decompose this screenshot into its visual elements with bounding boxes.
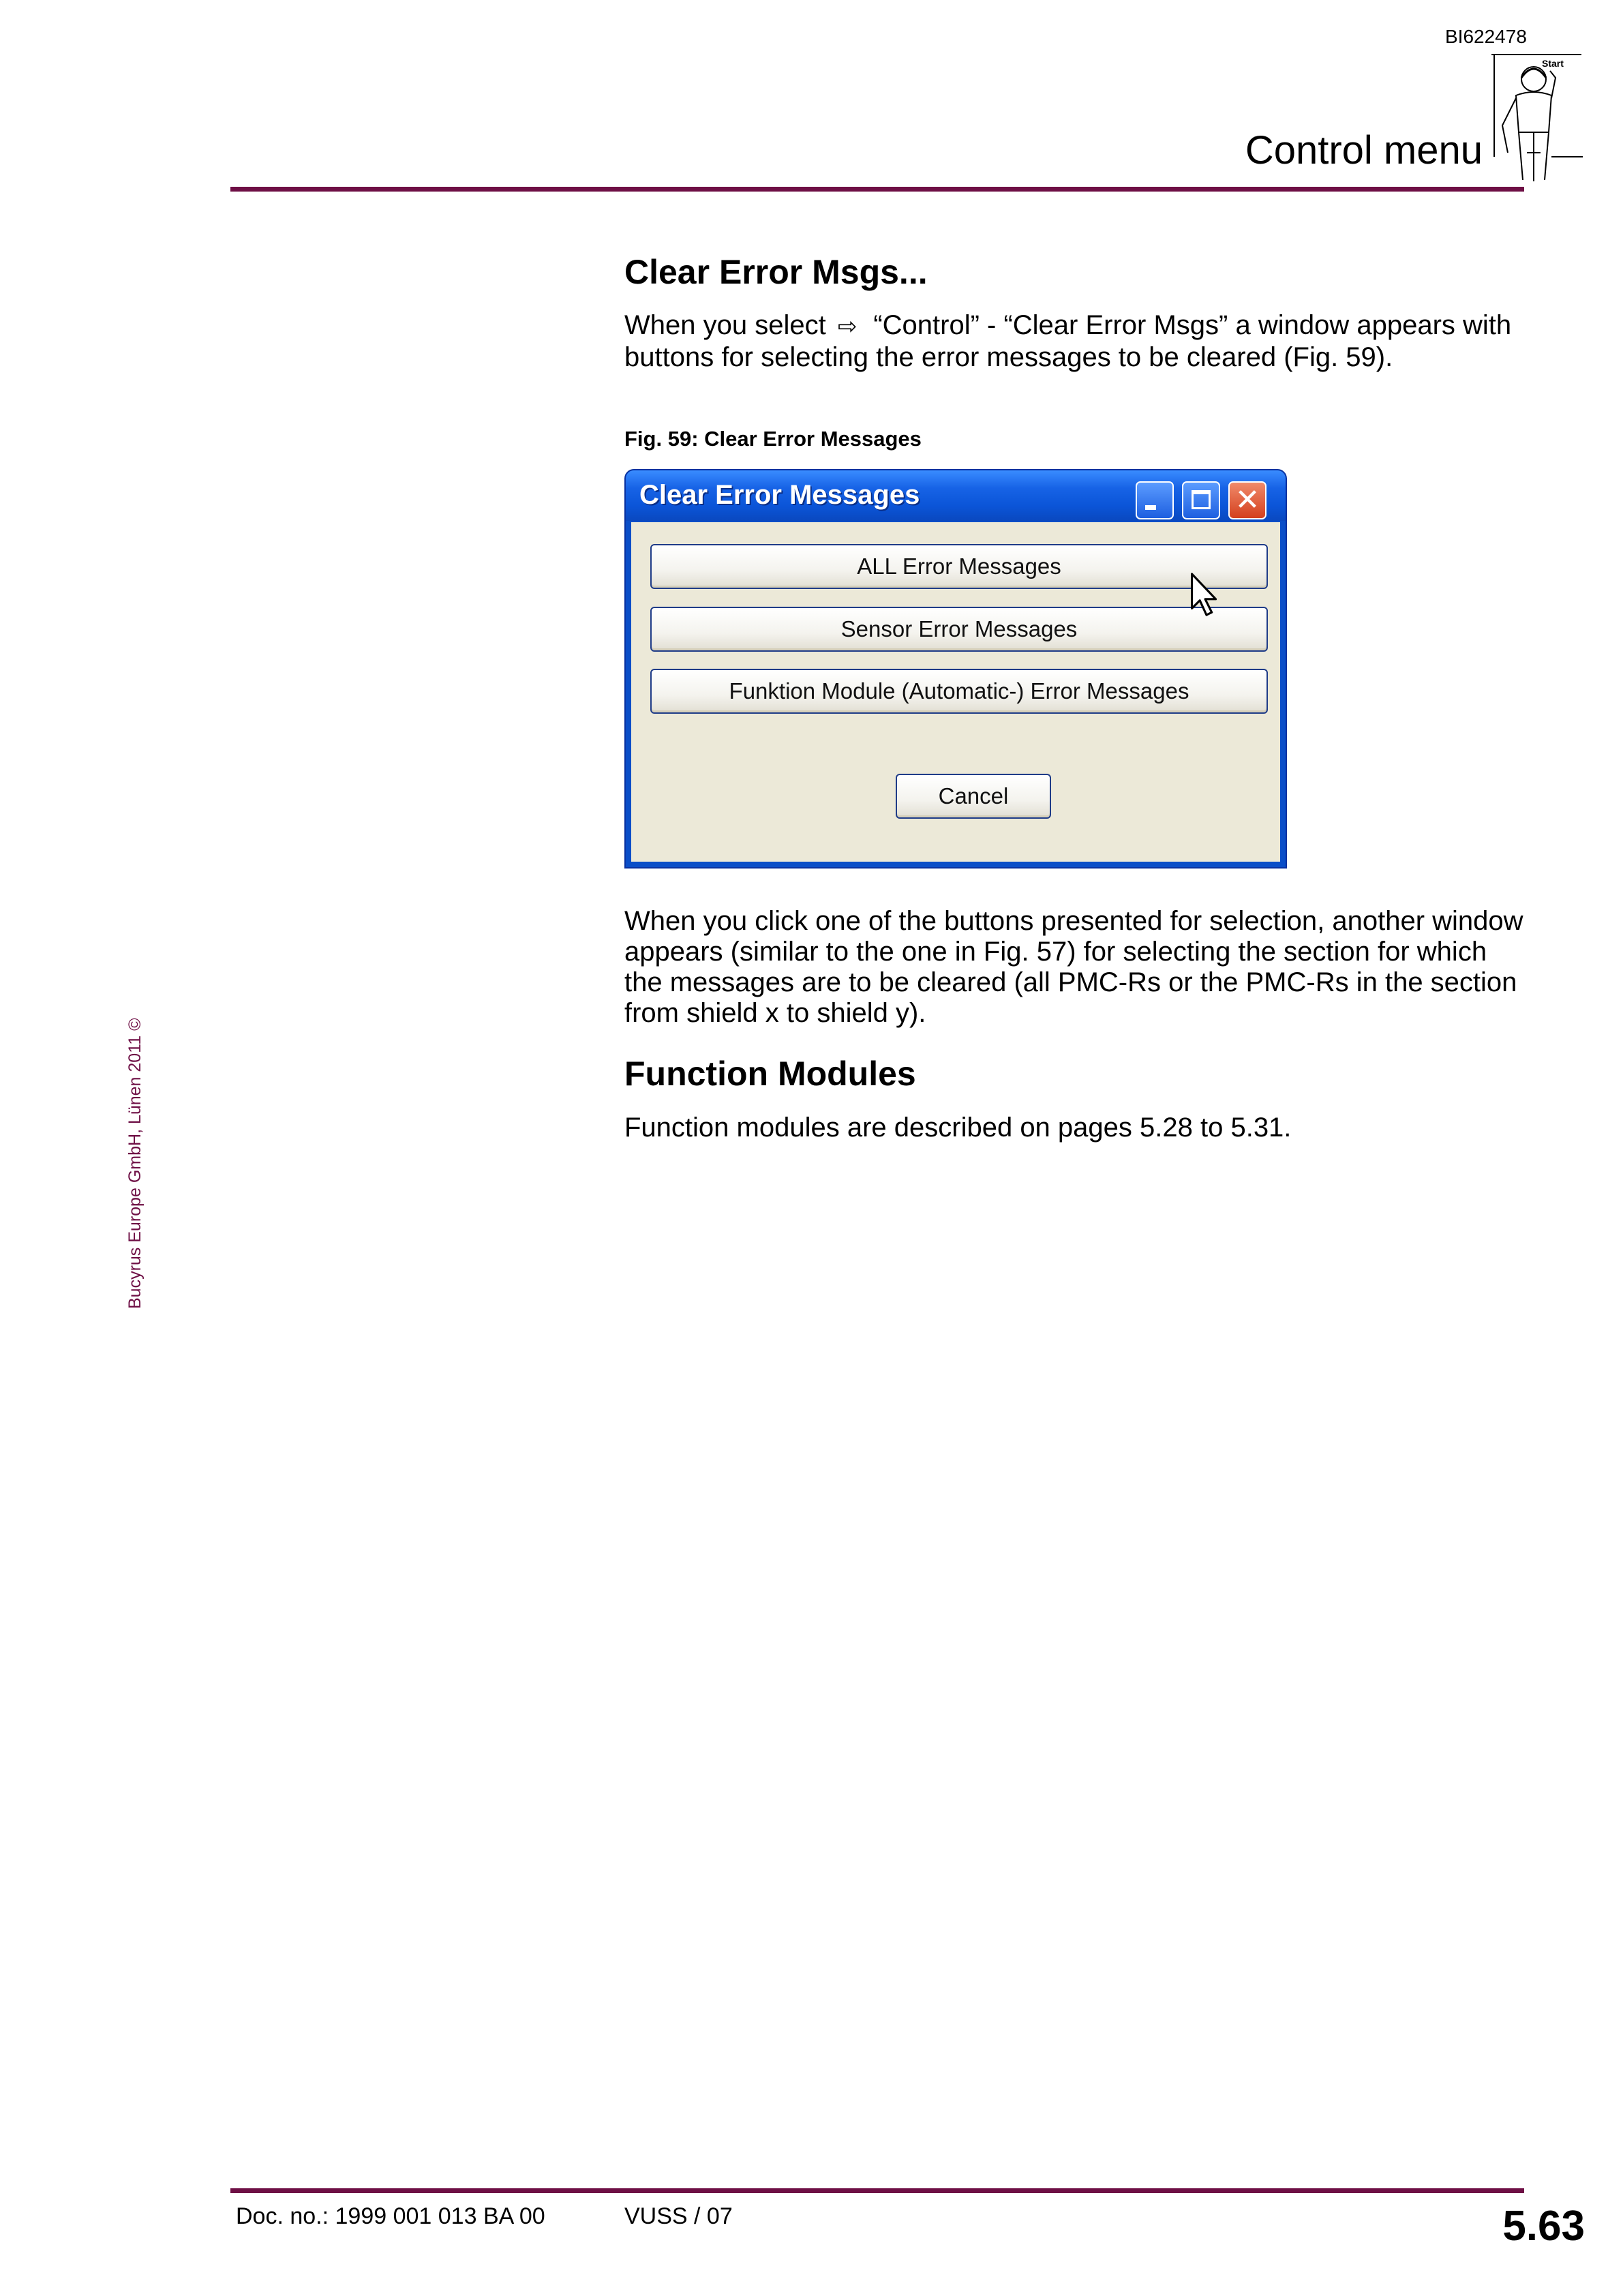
maximize-button[interactable]: [1182, 481, 1220, 519]
window-titlebar[interactable]: [626, 470, 1286, 521]
figure-caption: Fig. 59: Clear Error Messages: [624, 427, 922, 451]
minimize-button[interactable]: [1136, 481, 1174, 519]
side-copyright: Bucyrus Europe GmbH, Lünen 2011 ©: [125, 1018, 145, 1309]
start-label: Start: [1542, 58, 1564, 69]
sensor-error-messages-button[interactable]: Sensor Error Messages: [650, 607, 1268, 652]
maximize-icon: [1192, 490, 1211, 509]
function-modules-paragraph: Function modules are described on pages 5.28 to 5.31.: [624, 1113, 1292, 1143]
minimize-icon: [1145, 505, 1156, 510]
intro-text-start: When you select: [624, 310, 826, 340]
document-number: Doc. no.: 1999 001 013 BA 00: [236, 2203, 545, 2229]
heading-clear-error-msgs: Clear Error Msgs...: [624, 253, 928, 291]
clear-error-messages-window: [624, 469, 1287, 868]
intro-text-rest: “Control” - “Clear Error Msgs” a window appears with buttons for selecting the error messages to be cleared (Fig. 59).: [624, 310, 1512, 372]
after-figure-paragraph: When you click one of the buttons presented for selection, another window appears (similar to the one in Fig. 57) for selecting the section for which the messages are to be cleared (all PMC-Rs or the PMC-Rs in the section from shield x to shield y).: [624, 906, 1523, 1028]
arrow-right-icon: ⇨: [837, 314, 858, 339]
close-button[interactable]: [1228, 481, 1266, 519]
page-number: 5.63: [1502, 2203, 1585, 2250]
version-label: VUSS / 07: [624, 2203, 733, 2229]
close-icon: ✕: [1234, 483, 1260, 517]
heading-function-modules: Function Modules: [624, 1055, 916, 1093]
header-rule: [230, 187, 1524, 192]
operator-start-icon: [1489, 50, 1584, 187]
section-title: Control menu: [1245, 128, 1483, 172]
intro-paragraph: [624, 310, 1524, 373]
footer-rule: [230, 2188, 1524, 2193]
window-client-area: [631, 522, 1280, 862]
all-error-messages-button[interactable]: ALL Error Messages: [650, 544, 1268, 589]
cancel-button[interactable]: Cancel: [896, 774, 1051, 819]
window-title: Clear Error Messages: [639, 480, 920, 510]
funktion-module-error-messages-button[interactable]: Funktion Module (Automatic-) Error Messages: [650, 669, 1268, 714]
document-id: BI622478: [1445, 26, 1527, 47]
mouse-cursor-icon: [1189, 571, 1222, 619]
